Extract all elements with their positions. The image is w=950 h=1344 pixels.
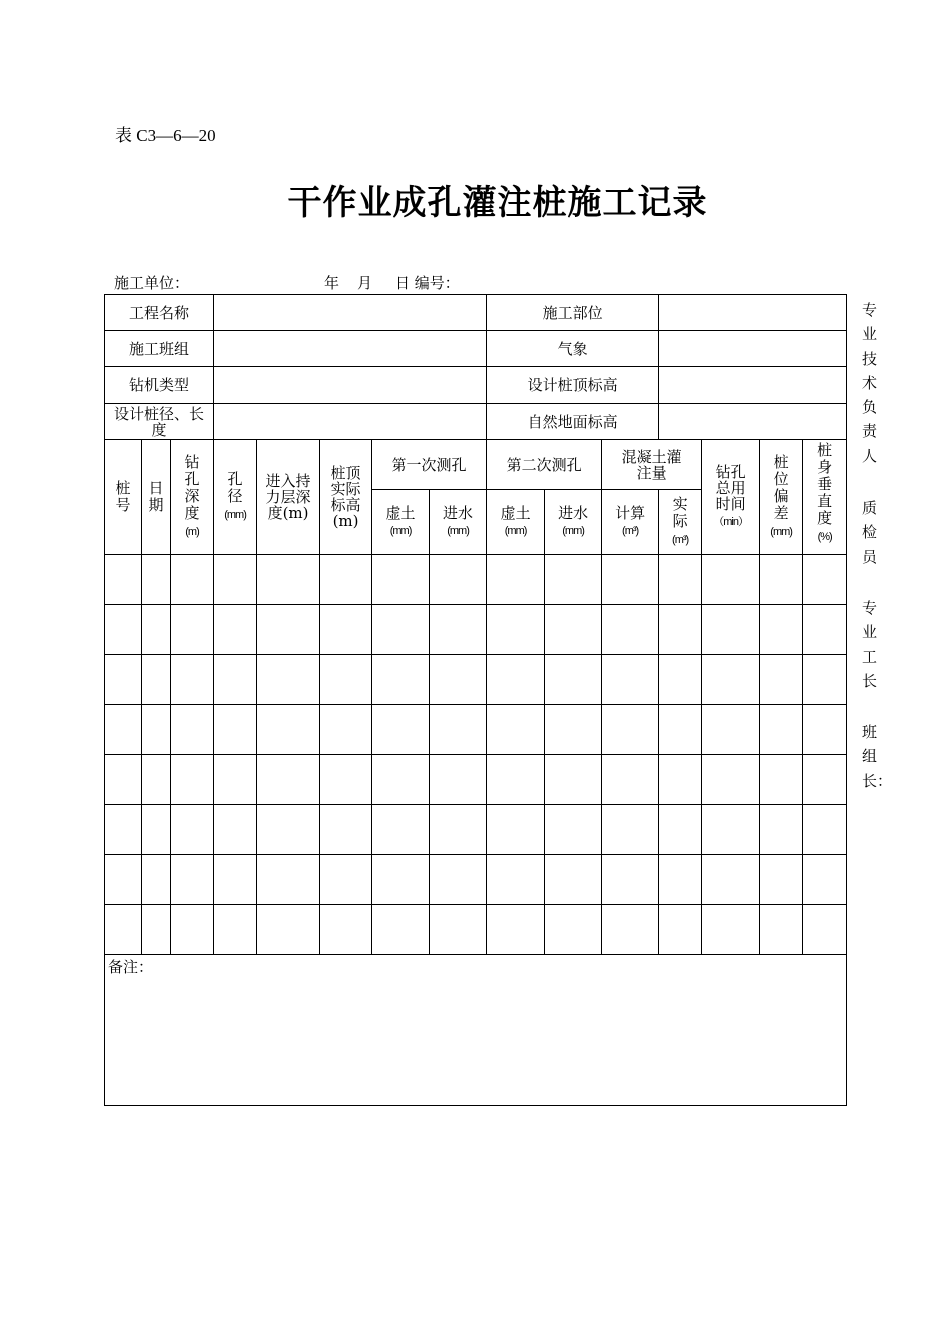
- info-row: [105, 367, 847, 404]
- project-name-label: 工程名称: [105, 295, 214, 331]
- day-number-label: 日 编号：: [395, 274, 460, 292]
- table-cell[interactable]: [171, 555, 214, 605]
- table-cell[interactable]: [659, 605, 702, 655]
- col-calculated: 计算 (m³): [602, 490, 659, 555]
- table-cell[interactable]: [602, 805, 659, 855]
- table-cell[interactable]: [602, 855, 659, 905]
- table-cell[interactable]: [803, 905, 847, 955]
- construction-part-value[interactable]: [659, 295, 847, 331]
- sig-char: 质检员: [862, 499, 878, 566]
- table-cell[interactable]: [142, 805, 171, 855]
- table-cell[interactable]: [142, 655, 171, 705]
- weather-value[interactable]: [659, 331, 847, 367]
- table-cell[interactable]: [487, 755, 545, 805]
- table-cell[interactable]: [214, 855, 257, 905]
- table-cell[interactable]: [320, 555, 372, 605]
- table-cell[interactable]: [702, 655, 760, 705]
- team-label: 施工班组: [105, 331, 214, 367]
- team-value[interactable]: [214, 331, 487, 367]
- table-cell[interactable]: [105, 655, 142, 705]
- table-cell[interactable]: [487, 855, 545, 905]
- table-cell[interactable]: [171, 855, 214, 905]
- info-row: [105, 331, 847, 367]
- ground-elev-label: 自然地面标高: [487, 404, 659, 440]
- table-cell[interactable]: [372, 705, 430, 755]
- table-cell[interactable]: [760, 805, 803, 855]
- table-cell[interactable]: [487, 705, 545, 755]
- table-cell[interactable]: [659, 905, 702, 955]
- table-cell[interactable]: [372, 755, 430, 805]
- table-cell[interactable]: [803, 555, 847, 605]
- table-cell[interactable]: [257, 655, 320, 705]
- design-top-elev-value[interactable]: [659, 367, 847, 404]
- col-top-elev: 桩顶实际标高 (m): [320, 440, 372, 555]
- weather-label: 气象: [487, 331, 659, 367]
- table-cell[interactable]: [372, 655, 430, 705]
- info-row: [105, 404, 847, 440]
- col-first-water: 进水 (mm): [430, 490, 487, 555]
- col-drill-depth: 钻孔深度 (m): [171, 440, 214, 555]
- col-first-measure: 第一次测孔: [372, 440, 487, 490]
- month-label: 月: [357, 274, 373, 292]
- table-cell[interactable]: [602, 905, 659, 955]
- remarks-cell[interactable]: [105, 955, 847, 1106]
- table-row: [105, 755, 847, 805]
- sig-char: 班组长：: [862, 723, 893, 790]
- col-drill-time: 钻孔总用时间 （min）: [702, 440, 760, 555]
- table-row: [105, 555, 847, 605]
- table-cell[interactable]: [702, 555, 760, 605]
- table-cell[interactable]: [702, 805, 760, 855]
- table-cell[interactable]: [171, 905, 214, 955]
- table-cell[interactable]: [214, 655, 257, 705]
- remarks-row: [105, 955, 847, 1106]
- table-cell[interactable]: [702, 855, 760, 905]
- table-cell[interactable]: [320, 855, 372, 905]
- table-row: [105, 655, 847, 705]
- form-number: 表 C3—6—20: [115, 126, 216, 145]
- table-row: [105, 705, 847, 755]
- table-cell[interactable]: [105, 905, 142, 955]
- table-cell[interactable]: [430, 905, 487, 955]
- table-cell[interactable]: [702, 705, 760, 755]
- table-cell[interactable]: [214, 555, 257, 605]
- table-cell[interactable]: [702, 905, 760, 955]
- table-cell[interactable]: [171, 705, 214, 755]
- table-cell[interactable]: [142, 705, 171, 755]
- table-row: [105, 905, 847, 955]
- col-concrete-volume: 混凝土灌注量: [602, 440, 702, 490]
- table-cell[interactable]: [105, 805, 142, 855]
- table-cell[interactable]: [430, 855, 487, 905]
- sig-char: 专业技术负责人: [862, 301, 878, 465]
- table-cell[interactable]: [257, 905, 320, 955]
- record-table: [104, 294, 847, 1106]
- col-second-virtual-soil: 虚土 (mm): [487, 490, 545, 555]
- table-cell[interactable]: [803, 655, 847, 705]
- col-verticality: 桩身垂直度 (%): [803, 440, 847, 555]
- table-cell[interactable]: [760, 705, 803, 755]
- col-hole-diam: 孔径 (mm): [214, 440, 257, 555]
- table-cell[interactable]: [257, 705, 320, 755]
- table-cell[interactable]: [372, 555, 430, 605]
- design-top-elev-label: 设计桩顶标高: [487, 367, 659, 404]
- data-rows: [105, 555, 847, 955]
- table-cell[interactable]: [487, 555, 545, 605]
- col-date: 日期: [142, 440, 171, 555]
- col-pile-deviation: 桩位偏差 (mm): [760, 440, 803, 555]
- table-cell[interactable]: [320, 655, 372, 705]
- table-cell[interactable]: [142, 605, 171, 655]
- design-diam-len-value[interactable]: [214, 404, 487, 440]
- table-cell[interactable]: [803, 705, 847, 755]
- table-cell[interactable]: [142, 755, 171, 805]
- table-cell[interactable]: [702, 605, 760, 655]
- table-cell[interactable]: [487, 905, 545, 955]
- table-cell[interactable]: [602, 755, 659, 805]
- table-cell[interactable]: [214, 755, 257, 805]
- table-cell[interactable]: [320, 805, 372, 855]
- table-cell[interactable]: [760, 855, 803, 905]
- table-cell[interactable]: [760, 605, 803, 655]
- table-cell[interactable]: [105, 855, 142, 905]
- table-cell[interactable]: [257, 855, 320, 905]
- table-cell[interactable]: [487, 805, 545, 855]
- unit-label: 施工单位：: [114, 274, 190, 292]
- table-cell[interactable]: [320, 605, 372, 655]
- table-cell[interactable]: [545, 805, 602, 855]
- remarks-label: 备注：: [108, 958, 154, 976]
- table-cell[interactable]: [659, 555, 702, 605]
- table-cell[interactable]: [803, 605, 847, 655]
- col-second-water: 进水 (mm): [545, 490, 602, 555]
- table-cell[interactable]: [602, 705, 659, 755]
- table-cell[interactable]: [372, 905, 430, 955]
- table-cell[interactable]: [320, 755, 372, 805]
- table-cell[interactable]: [142, 555, 171, 605]
- table-cell[interactable]: [602, 605, 659, 655]
- table-cell[interactable]: [760, 905, 803, 955]
- table-cell[interactable]: [430, 555, 487, 605]
- table-cell[interactable]: [430, 705, 487, 755]
- table-cell[interactable]: [142, 855, 171, 905]
- table-row: [105, 605, 847, 655]
- table-cell[interactable]: [702, 755, 760, 805]
- page-title: 干作业成孔灌注桩施工记录: [287, 183, 708, 223]
- table-cell[interactable]: [105, 605, 142, 655]
- table-row: [105, 805, 847, 855]
- table-cell[interactable]: [257, 555, 320, 605]
- column-header-row: [105, 440, 847, 490]
- table-cell[interactable]: [171, 605, 214, 655]
- table-cell[interactable]: [430, 655, 487, 705]
- rig-type-label: 钻机类型: [105, 367, 214, 404]
- table-cell[interactable]: [487, 655, 545, 705]
- table-cell[interactable]: [803, 855, 847, 905]
- table-cell[interactable]: [105, 555, 142, 605]
- ground-elev-value[interactable]: [659, 404, 847, 440]
- table-cell[interactable]: [430, 755, 487, 805]
- table-cell[interactable]: [257, 755, 320, 805]
- table-cell[interactable]: [142, 905, 171, 955]
- table-cell[interactable]: [171, 805, 214, 855]
- info-row: [105, 295, 847, 331]
- table-cell[interactable]: [214, 905, 257, 955]
- table-cell[interactable]: [430, 805, 487, 855]
- table-cell[interactable]: [545, 855, 602, 905]
- table-cell[interactable]: [659, 655, 702, 705]
- table-cell[interactable]: [105, 705, 142, 755]
- project-name-value[interactable]: [214, 295, 487, 331]
- table-cell[interactable]: [214, 805, 257, 855]
- table-cell[interactable]: [803, 805, 847, 855]
- table-cell[interactable]: [803, 755, 847, 805]
- table-cell[interactable]: [257, 805, 320, 855]
- table-cell[interactable]: [659, 705, 702, 755]
- table-cell[interactable]: [320, 705, 372, 755]
- table-cell[interactable]: [545, 605, 602, 655]
- year-label: 年: [324, 274, 340, 292]
- table-cell[interactable]: [545, 755, 602, 805]
- table-cell[interactable]: [760, 755, 803, 805]
- table-cell[interactable]: [257, 605, 320, 655]
- table-cell[interactable]: [320, 905, 372, 955]
- table-cell[interactable]: [545, 705, 602, 755]
- sig-char: 专业工长: [862, 599, 878, 690]
- table-cell[interactable]: [214, 705, 257, 755]
- table-cell[interactable]: [171, 755, 214, 805]
- table-cell[interactable]: [545, 555, 602, 605]
- table-cell[interactable]: [430, 605, 487, 655]
- table-cell[interactable]: [545, 655, 602, 705]
- col-pile-no: 桩号: [105, 440, 142, 555]
- table-cell[interactable]: [372, 605, 430, 655]
- rig-type-value[interactable]: [214, 367, 487, 404]
- col-actual: 实际 (m³): [659, 490, 702, 555]
- col-second-measure: 第二次测孔: [487, 440, 602, 490]
- col-bearing-depth: 进入持力层深度(m): [257, 440, 320, 555]
- table-cell[interactable]: [760, 655, 803, 705]
- table-cell[interactable]: [214, 605, 257, 655]
- table-cell[interactable]: [487, 605, 545, 655]
- table-cell[interactable]: [372, 805, 430, 855]
- table-cell[interactable]: [659, 755, 702, 805]
- table-cell[interactable]: [372, 855, 430, 905]
- table-cell[interactable]: [659, 855, 702, 905]
- construction-part-label: 施工部位: [487, 295, 659, 331]
- table-cell[interactable]: [105, 755, 142, 805]
- table-cell[interactable]: [760, 555, 803, 605]
- table-cell[interactable]: [659, 805, 702, 855]
- table-cell[interactable]: [545, 905, 602, 955]
- design-diam-len-label: 设计桩径、长度: [105, 404, 214, 440]
- table-row: [105, 855, 847, 905]
- table-cell[interactable]: [602, 655, 659, 705]
- col-first-virtual-soil: 虚土 (mm): [372, 490, 430, 555]
- table-cell[interactable]: [602, 555, 659, 605]
- table-cell[interactable]: [171, 655, 214, 705]
